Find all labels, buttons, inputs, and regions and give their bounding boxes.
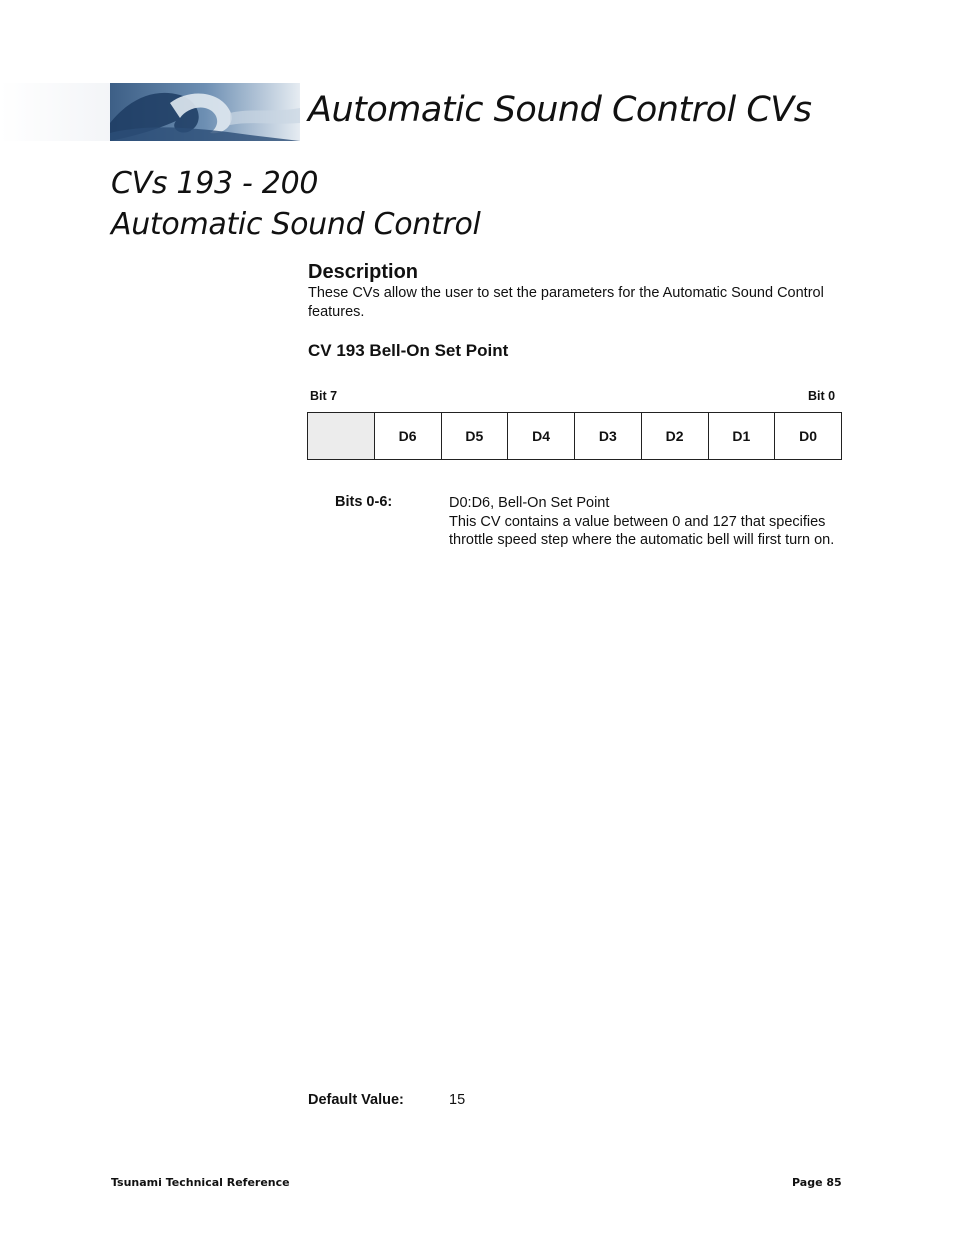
bit-cell-5: D5 xyxy=(441,413,508,460)
bit-high-label: Bit 7 xyxy=(310,389,338,403)
bit-cell-2: D2 xyxy=(641,413,708,460)
bits-description-line1: D0:D6, Bell-On Set Point xyxy=(449,495,610,511)
bits-label: Bits 0-6: xyxy=(335,494,393,510)
description-heading: Description xyxy=(308,261,419,283)
page-number: Page 85 xyxy=(792,1176,842,1189)
bit-low-label: Bit 0 xyxy=(808,389,836,403)
bit-table xyxy=(307,412,842,460)
footer-title: Tsunami Technical Reference xyxy=(111,1176,290,1189)
default-value: 15 xyxy=(449,1092,466,1108)
description-text: These CVs allow the user to set the parameters for the Automatic Sound Control features. xyxy=(308,285,824,320)
cv-heading: CV 193 Bell-On Set Point xyxy=(308,341,509,360)
bit-cell-0: D0 xyxy=(775,413,842,460)
bits-description xyxy=(449,494,849,550)
bit-cell-6: D6 xyxy=(374,413,441,460)
header-band xyxy=(0,83,120,141)
page-header-title: Automatic Sound Control CVs xyxy=(308,90,812,130)
section-title-line1: CVs 193 - 200 xyxy=(111,166,319,201)
bit-cell-7 xyxy=(308,413,375,460)
bit-cell-1: D1 xyxy=(708,413,775,460)
bits-description-text: This CV contains a value between 0 and 127 that specifies throttle speed step where the automatic bell will first turn on. xyxy=(449,513,835,548)
bit-row xyxy=(308,413,842,460)
default-value-label: Default Value: xyxy=(308,1092,404,1108)
section-title-line2: Automatic Sound Control xyxy=(111,207,481,242)
bit-cell-3: D3 xyxy=(575,413,642,460)
section-title xyxy=(111,163,481,245)
wave-image xyxy=(110,83,300,141)
bit-cell-4: D4 xyxy=(508,413,575,460)
